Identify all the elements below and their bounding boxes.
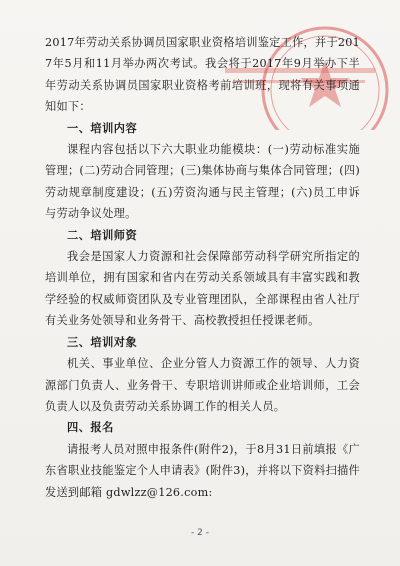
section-heading-content: 一、培训内容 — [67, 121, 138, 135]
section-body-registration: 请报考人员对照申报条件(附件2)，于8月31日前填报《广东省职业技能鉴定个人申请表》(附件3)，并将以下资料扫描件发送到邮箱 gdwlzz@126.com: — [45, 442, 360, 499]
section-heading-registration: 四、报名 — [67, 421, 114, 435]
section-heading-audience: 三、培训对象 — [67, 335, 138, 349]
section-heading-teachers: 二、培训师资 — [67, 228, 138, 242]
section-body-teachers: 我会是国家人力资源和社会保障部劳动科学研究所指定的培训单位，拥有国家和省内在劳动关系领域具有丰富实践和教学经验的权威师资团队及专业管理团队，全部课程由省人社厅有关业务处领导和业务骨干、高校教授担任授课老师。 — [45, 250, 360, 328]
page-number: - 2 - — [191, 528, 209, 538]
intro-paragraph: 2017年劳动关系协调员国家职业资格培训鉴定工作，并于2017年5月和11月举办两次考试。我会将于2017年9月举办下半年劳动关系协调员国家职业资格考前培训班，现将有关事项通知如下： — [45, 36, 360, 114]
section-body-content: 课程内容包括以下六大职业功能模块：(一)劳动标准实施管理；(二)劳动合同管理；(三)集体协商与集体合同管理；(四)劳动规章制度建设；(五)劳资沟通与民主管理；(六)员工申诉与劳动争议处理。 — [45, 143, 360, 221]
section-body-audience: 机关、事业单位、企业分管人力资源工作的领导、人力资源部门负责人、业务骨干、专职培训讲师或企业培训师，工会负责人以及负责劳动关系协调工作的相关人员。 — [45, 357, 360, 413]
document-body — [45, 32, 360, 503]
